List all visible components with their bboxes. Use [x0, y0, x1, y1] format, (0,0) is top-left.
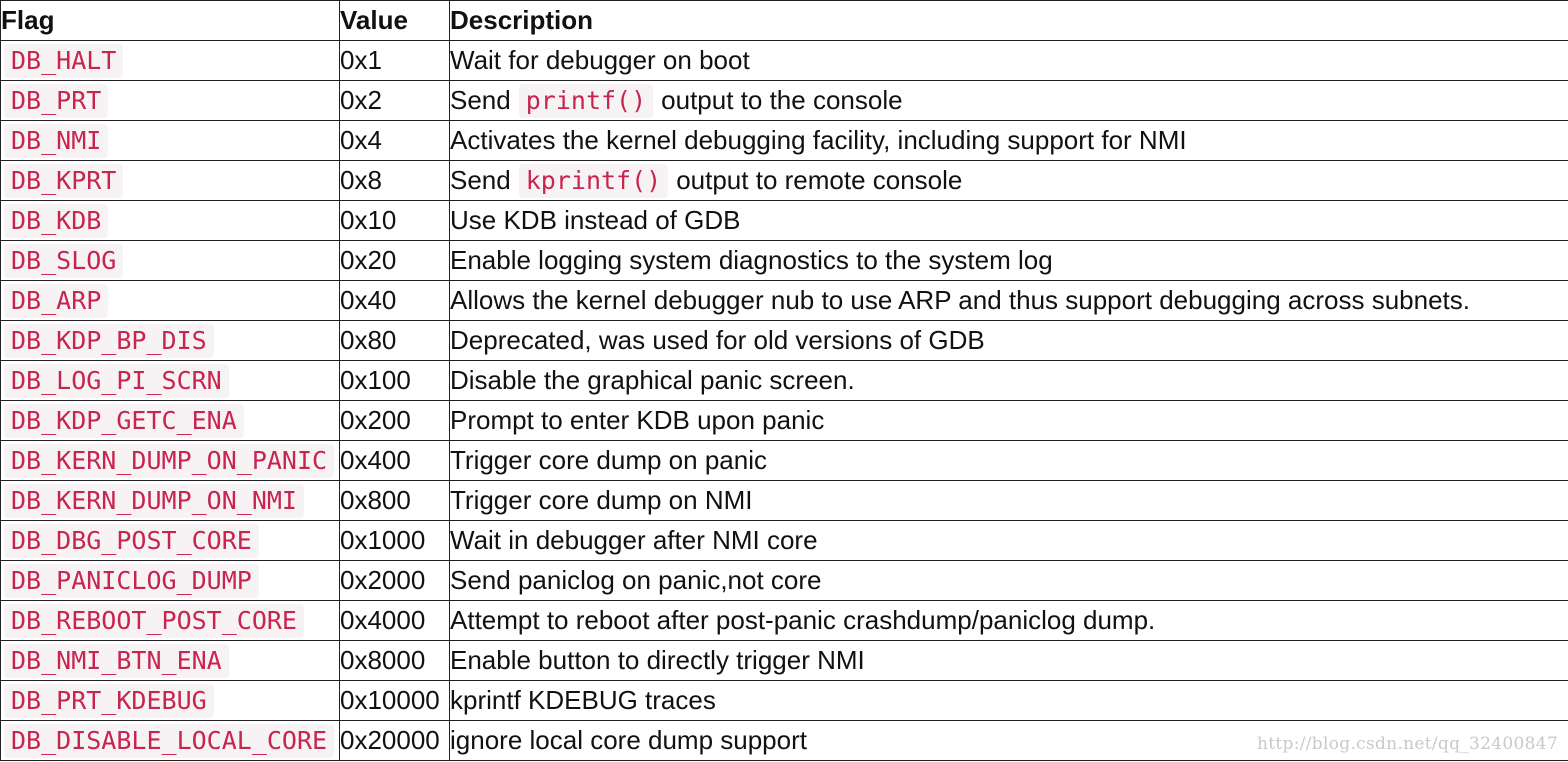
- value-cell: 0x4: [340, 121, 450, 161]
- description-cell: Enable logging system diagnostics to the system log: [450, 241, 1568, 281]
- flag-code: DB_PRT_KDEBUG: [4, 684, 214, 718]
- flag-cell: [1, 241, 340, 281]
- table-row: [1, 81, 1568, 121]
- table-row: [1, 561, 1568, 601]
- table-row: [1, 441, 1568, 481]
- flag-code: DB_KPRT: [4, 164, 123, 198]
- flag-cell: [1, 441, 340, 481]
- value-cell: 0x8000: [340, 641, 450, 681]
- table-row: [1, 241, 1568, 281]
- flag-cell: [1, 161, 340, 201]
- table-row: [1, 281, 1568, 321]
- value-cell: 0x8: [340, 161, 450, 201]
- description-cell: [450, 161, 1568, 201]
- description-text: Send: [450, 85, 511, 115]
- description-cell: [450, 81, 1568, 121]
- flag-cell: [1, 81, 340, 121]
- value-cell: 0x2000: [340, 561, 450, 601]
- flag-cell: [1, 681, 340, 721]
- value-cell: 0x2: [340, 81, 450, 121]
- flag-code: DB_KDP_BP_DIS: [4, 324, 214, 358]
- description-cell: Wait for debugger on boot: [450, 41, 1568, 81]
- flag-code: DB_KDP_GETC_ENA: [4, 404, 244, 438]
- flag-cell: [1, 721, 340, 761]
- flag-code: DB_PRT: [4, 84, 108, 118]
- watermark: http://blog.csdn.net/qq_32400847: [1257, 734, 1558, 754]
- value-cell: 0x1000: [340, 521, 450, 561]
- description-cell: Send paniclog on panic,not core: [450, 561, 1568, 601]
- flag-cell: [1, 401, 340, 441]
- value-cell: 0x10: [340, 201, 450, 241]
- flag-cell: [1, 641, 340, 681]
- flag-code: DB_DISABLE_LOCAL_CORE: [4, 724, 334, 758]
- description-cell: Enable button to directly trigger NMI: [450, 641, 1568, 681]
- table-row: [1, 681, 1568, 721]
- flag-code: DB_REBOOT_POST_CORE: [4, 604, 304, 638]
- description-cell: kprintf KDEBUG traces: [450, 681, 1568, 721]
- table-row: [1, 41, 1568, 81]
- table-row: [1, 521, 1568, 561]
- value-cell: 0x40: [340, 281, 450, 321]
- table-row: [1, 201, 1568, 241]
- flag-cell: [1, 281, 340, 321]
- flag-code: DB_LOG_PI_SCRN: [4, 364, 229, 398]
- value-cell: 0x80: [340, 321, 450, 361]
- flag-cell: [1, 361, 340, 401]
- description-cell: Allows the kernel debugger nub to use ARP and thus support debugging across subnets.: [450, 281, 1568, 321]
- table-row: [1, 601, 1568, 641]
- inline-code: printf(): [519, 84, 653, 118]
- value-cell: 0x800: [340, 481, 450, 521]
- table-row: [1, 401, 1568, 441]
- flag-cell: [1, 521, 340, 561]
- description-cell: Deprecated, was used for old versions of GDB: [450, 321, 1568, 361]
- flag-cell: [1, 321, 340, 361]
- flag-code: DB_HALT: [4, 44, 123, 78]
- table-row: [1, 361, 1568, 401]
- value-cell: 0x400: [340, 441, 450, 481]
- table-row: [1, 161, 1568, 201]
- flag-cell: [1, 201, 340, 241]
- value-cell: 0x100: [340, 361, 450, 401]
- flag-code: DB_SLOG: [4, 244, 123, 278]
- flag-code: DB_DBG_POST_CORE: [4, 524, 259, 558]
- description-text: output to remote console: [676, 165, 963, 195]
- value-cell: 0x4000: [340, 601, 450, 641]
- header-row: [1, 1, 1568, 41]
- flag-code: DB_NMI_BTN_ENA: [4, 644, 229, 678]
- flag-code: DB_ARP: [4, 284, 108, 318]
- description-cell: Wait in debugger after NMI core: [450, 521, 1568, 561]
- value-cell: 0x1: [340, 41, 450, 81]
- inline-code: kprintf(): [519, 164, 668, 198]
- value-column-header: Value: [340, 1, 450, 41]
- flag-code: DB_PANICLOG_DUMP: [4, 564, 259, 598]
- description-text: Send: [450, 165, 511, 195]
- flag-cell: [1, 121, 340, 161]
- description-cell: ignore local core dump support: [450, 721, 1568, 761]
- flag-code: DB_NMI: [4, 124, 108, 158]
- flag-column-header: Flag: [1, 1, 340, 41]
- description-cell: Trigger core dump on panic: [450, 441, 1568, 481]
- flag-cell: [1, 481, 340, 521]
- flag-code: DB_KERN_DUMP_ON_PANIC: [4, 444, 334, 478]
- flag-code: DB_KERN_DUMP_ON_NMI: [4, 484, 304, 518]
- description-cell: Prompt to enter KDB upon panic: [450, 401, 1568, 441]
- value-cell: 0x20: [340, 241, 450, 281]
- value-cell: 0x20000: [340, 721, 450, 761]
- description-cell: Attempt to reboot after post-panic crashdump/paniclog dump.: [450, 601, 1568, 641]
- value-cell: 0x200: [340, 401, 450, 441]
- table-row: [1, 321, 1568, 361]
- description-cell: Activates the kernel debugging facility, including support for NMI: [450, 121, 1568, 161]
- flag-cell: [1, 561, 340, 601]
- value-cell: 0x10000: [340, 681, 450, 721]
- flag-cell: [1, 601, 340, 641]
- table-row: [1, 121, 1568, 161]
- description-cell: Trigger core dump on NMI: [450, 481, 1568, 521]
- table-row: [1, 641, 1568, 681]
- description-cell: Disable the graphical panic screen.: [450, 361, 1568, 401]
- description-cell: Use KDB instead of GDB: [450, 201, 1568, 241]
- description-column-header: Description: [450, 1, 1568, 41]
- table-row: [1, 481, 1568, 521]
- flag-code: DB_KDB: [4, 204, 108, 238]
- flag-cell: [1, 41, 340, 81]
- description-text: output to the console: [661, 85, 903, 115]
